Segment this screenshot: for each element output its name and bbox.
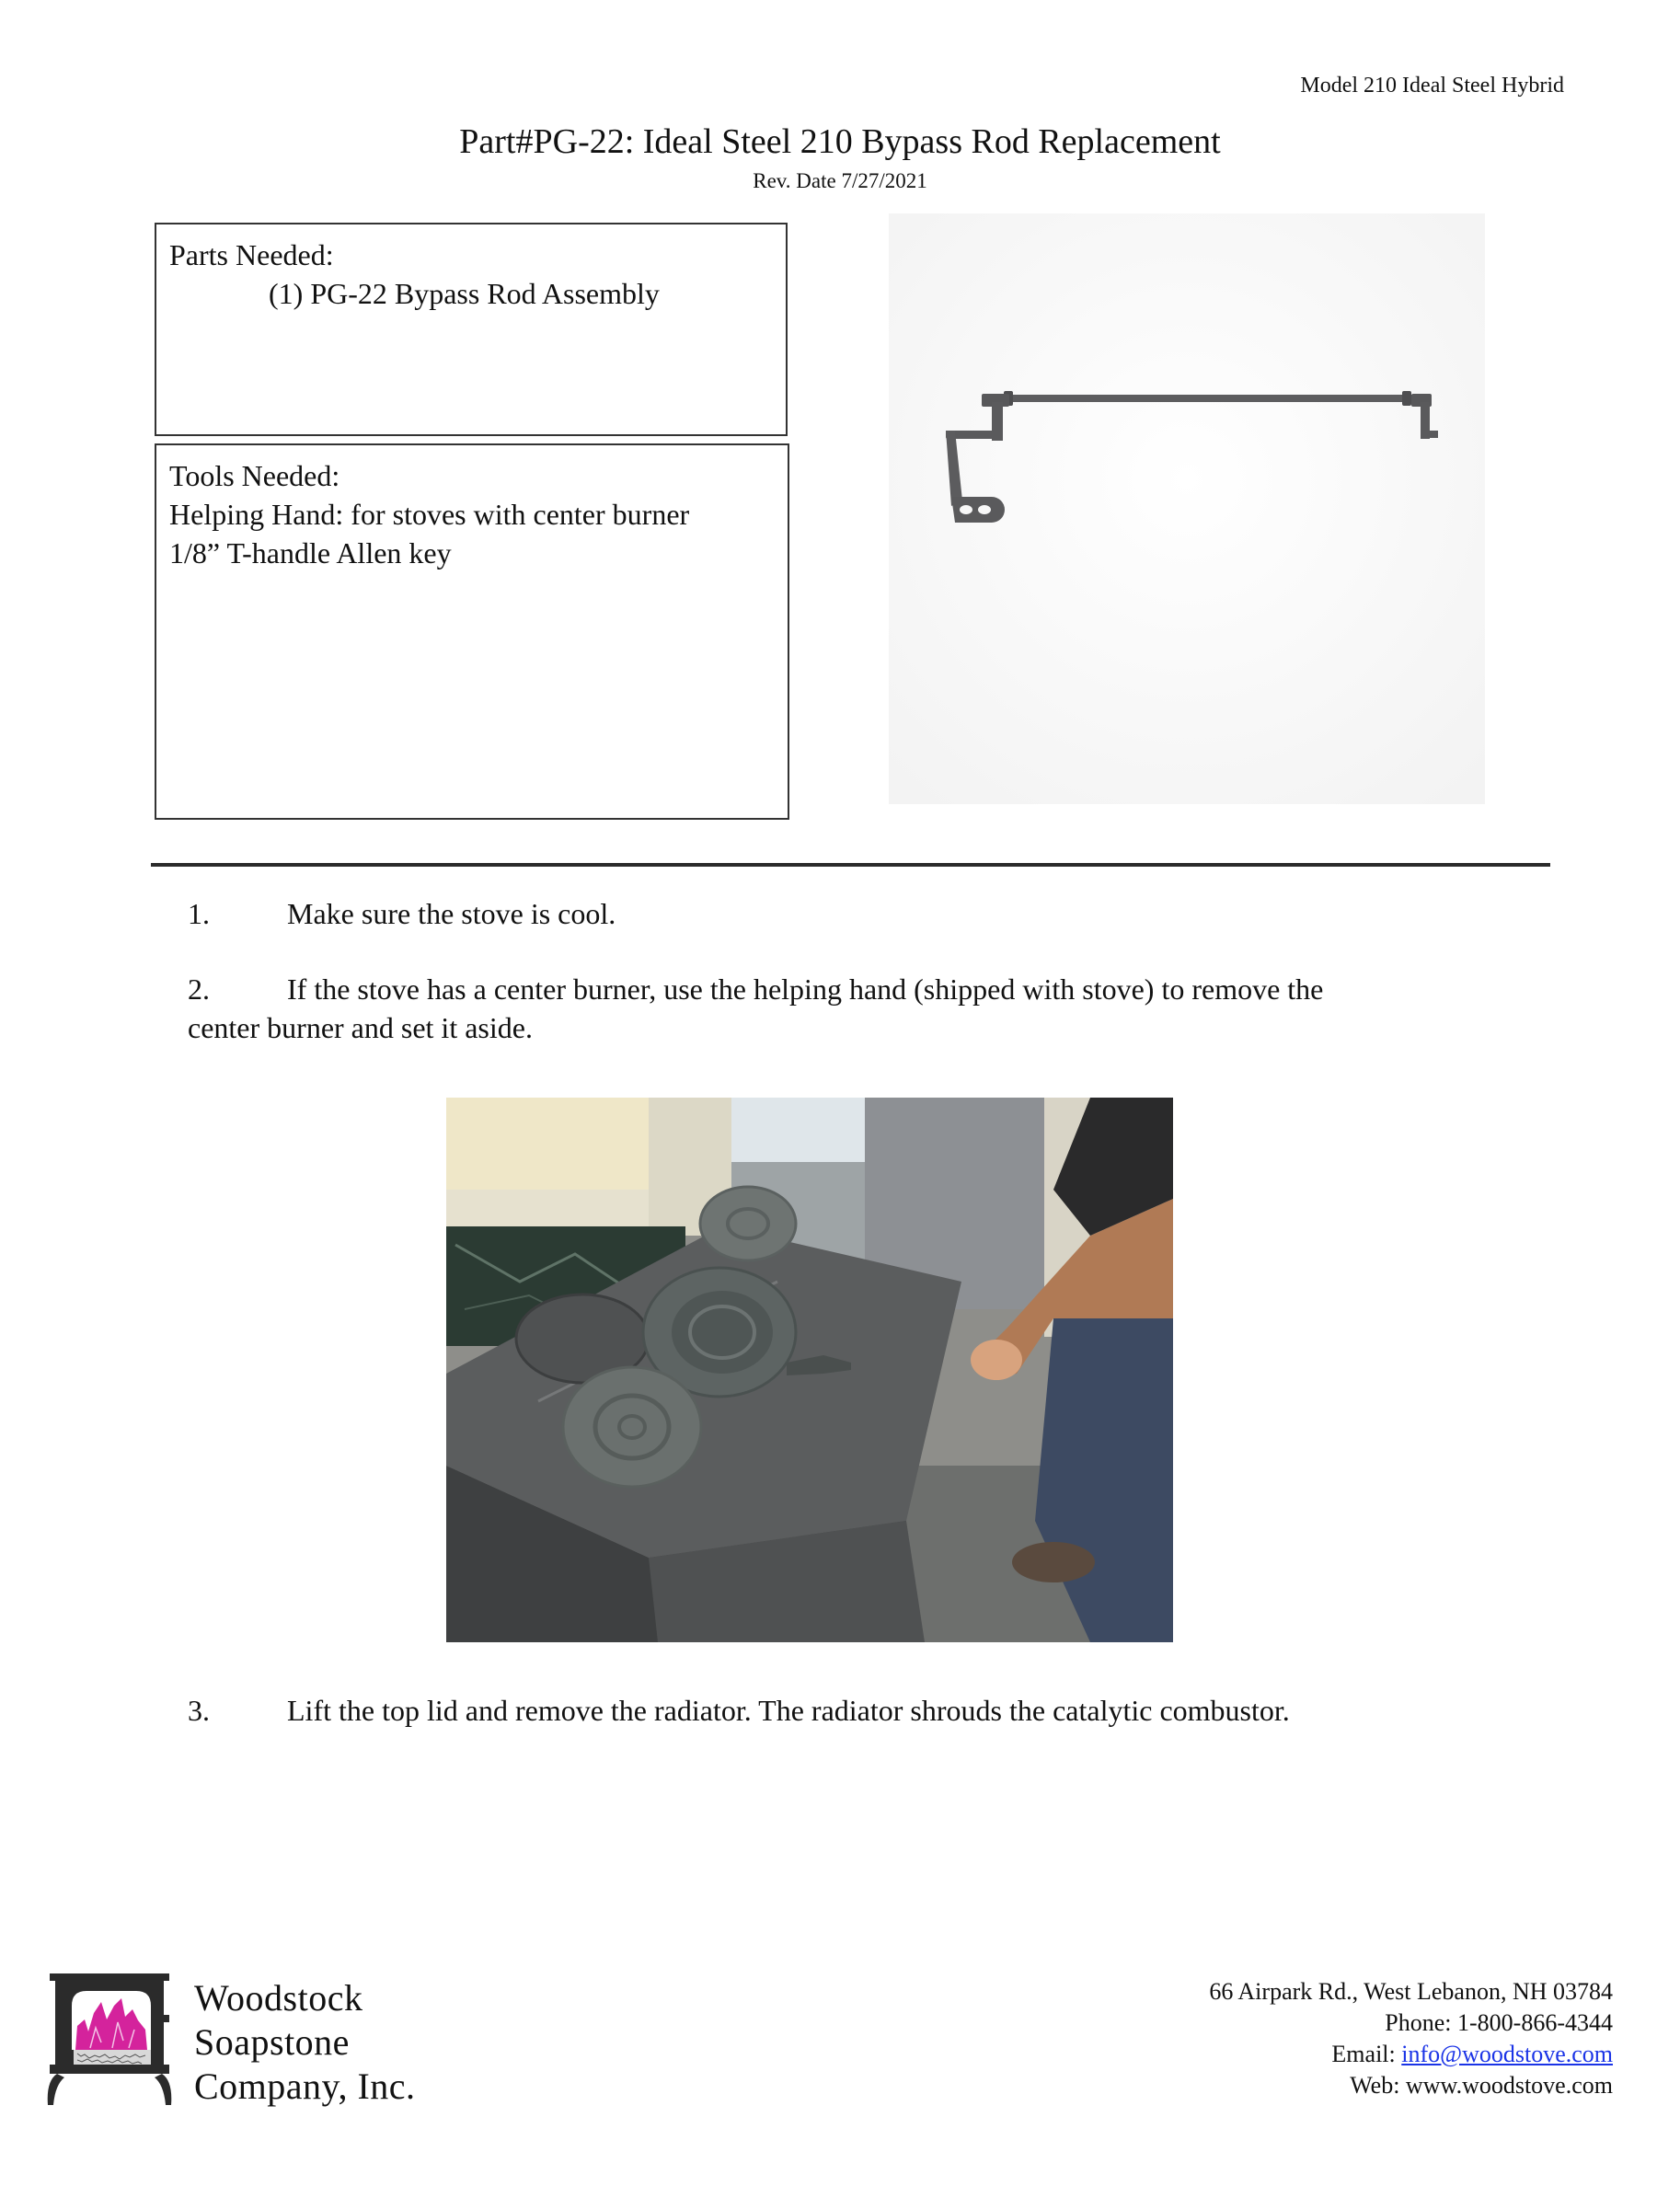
tools-item: 1/8” T-handle Allen key <box>169 536 452 570</box>
section-divider <box>151 863 1550 867</box>
email-label: Email: <box>1331 2041 1402 2067</box>
step-3 <box>188 1691 1494 1730</box>
bypass-rod-photo <box>889 213 1485 804</box>
email-line <box>1209 2039 1613 2070</box>
company-name <box>194 1976 416 2109</box>
step-text: If the stove has a center burner, use the helping hand (shipped with stove) to remove the <box>287 972 1324 1006</box>
parts-needed-label: Parts Needed: <box>169 238 334 271</box>
phone: Phone: 1-800-866-4344 <box>1385 2009 1613 2036</box>
step-2 <box>188 970 1494 1047</box>
model-name: Model 210 Ideal Steel Hybrid <box>1300 74 1564 98</box>
parts-item: (1) PG-22 Bypass Rod Assembly <box>269 277 660 310</box>
revision-date: Rev. Date 7/27/2021 <box>753 169 927 192</box>
company-name-line: Woodstock <box>194 1977 363 2019</box>
website: Web: www.woodstove.com <box>1350 2072 1613 2099</box>
step-text: Lift the top lid and remove the radiator. The radiator shrouds the catalytic combustor. <box>287 1694 1290 1727</box>
parts-needed-box <box>155 223 788 436</box>
address: 66 Airpark Rd., West Lebanon, NH 03784 <box>1209 1978 1613 2005</box>
step-number: 2. <box>188 972 210 1006</box>
step-text: Make sure the stove is cool. <box>287 897 616 930</box>
tools-needed-box <box>155 443 789 820</box>
stove-photo-illustration <box>446 1098 1173 1642</box>
contact-info <box>1209 1976 1613 2101</box>
step-number: 1. <box>188 897 210 930</box>
bypass-rod-illustration <box>889 213 1485 804</box>
step-text-continuation: center burner and set it aside. <box>188 1011 533 1044</box>
tools-needed-label: Tools Needed: <box>169 459 340 492</box>
step-number: 3. <box>188 1694 210 1727</box>
wood-stove-logo-icon <box>37 1969 175 2109</box>
company-logo <box>37 1969 175 2109</box>
company-name-line: Soapstone <box>194 2021 350 2063</box>
page-title: Part#PG-22: Ideal Steel 210 Bypass Rod Replacement <box>459 122 1221 161</box>
email-link[interactable]: info@woodstove.com <box>1401 2041 1613 2067</box>
step-1 <box>188 894 1494 933</box>
stove-center-burner-photo <box>446 1098 1173 1642</box>
company-name-line: Company, Inc. <box>194 2065 416 2107</box>
tools-item: Helping Hand: for stoves with center burner <box>169 498 690 531</box>
